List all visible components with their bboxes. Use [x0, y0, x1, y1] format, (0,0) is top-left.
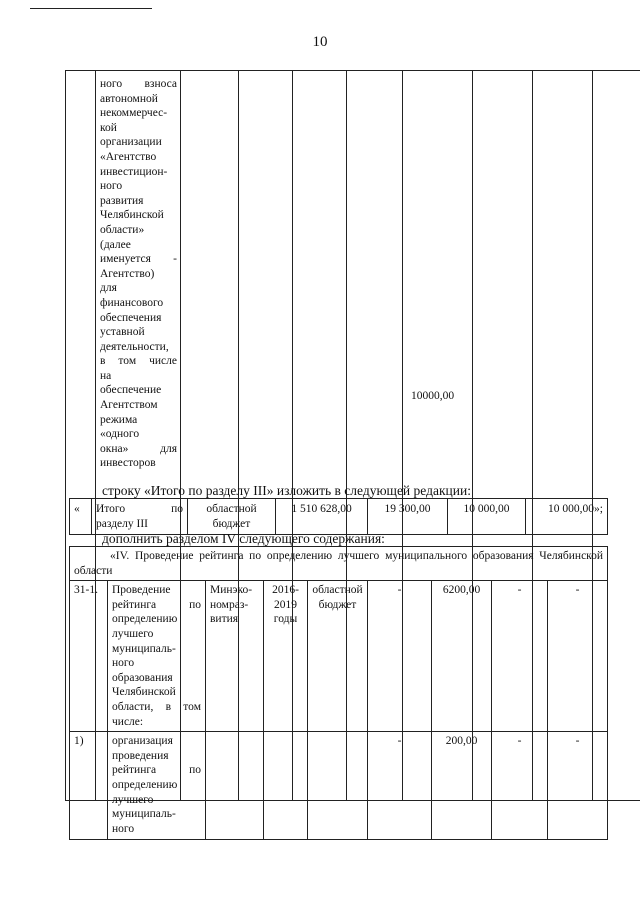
desc-line: Челябинской: [112, 686, 176, 699]
desc-line: некоммерчес-: [100, 107, 168, 120]
value-cell: -: [492, 581, 548, 732]
total-label-line: Итого по: [96, 503, 183, 515]
desc-line: в том числе: [100, 355, 177, 368]
desc-line: финансового: [100, 296, 164, 309]
value-cell: -: [548, 732, 608, 840]
desc-line: Челябинской: [100, 209, 164, 222]
desc-line: проведения: [112, 749, 169, 762]
section-header: «IV. Проведение рейтинга по определению лучшего муниципального образования Челябинской области: [70, 547, 608, 581]
value-cell: 10 000,00: [448, 499, 526, 535]
desc-line: ного: [112, 822, 135, 835]
description-cell: [108, 581, 206, 732]
description-cell: [108, 732, 206, 840]
row-number: 31-1.: [70, 581, 108, 732]
period-line: годы: [273, 613, 298, 626]
desc-line: (далее: [100, 238, 131, 251]
desc-line: окна» для: [100, 442, 177, 455]
value-cell: 10 000,00»;: [526, 499, 608, 535]
total-label-cell: [92, 499, 188, 535]
executor-line: номраз-: [210, 598, 249, 611]
empty-cell: [264, 732, 308, 840]
desc-line: деятельности,: [100, 340, 169, 353]
desc-line: Проведение: [112, 584, 171, 597]
source-line: областной: [312, 584, 363, 597]
desc-line: на: [100, 369, 112, 382]
desc-line: определению: [112, 613, 178, 626]
section-iv-table: [69, 546, 608, 840]
desc-line: области»: [100, 223, 145, 236]
desc-line: кой: [100, 121, 117, 134]
empty-cell: [308, 732, 368, 840]
row-number: 1): [70, 732, 108, 840]
desc-line: обеспечение: [100, 384, 162, 397]
desc-line: лучшего: [112, 627, 154, 640]
value-cell: 200,00: [432, 732, 492, 840]
desc-line: уставной: [100, 326, 145, 339]
value-cell: -: [368, 732, 432, 840]
table-row: [70, 499, 608, 535]
value-cell: 6200,00: [432, 581, 492, 732]
source-line: областной: [206, 503, 257, 515]
desc-line: ного: [100, 180, 123, 193]
desc-line: инвесторов: [100, 457, 156, 470]
amount-value: 10000,00: [411, 390, 455, 402]
desc-line: муниципаль-: [112, 808, 176, 821]
period-line: 2016-: [272, 584, 299, 597]
value-cell: -: [492, 732, 548, 840]
desc-line: «Агентство: [100, 150, 157, 163]
desc-line: организации: [100, 136, 162, 149]
quote-cell: «: [70, 499, 92, 535]
desc-line: ного: [112, 657, 135, 670]
executor-line: Минэко-: [210, 584, 253, 597]
desc-line: Агентством: [100, 399, 158, 412]
desc-line: определению: [112, 778, 178, 791]
desc-line: образования: [112, 671, 173, 684]
value-cell: -: [548, 581, 608, 732]
source-cell: [188, 499, 276, 535]
desc-line: инвестицион-: [100, 165, 168, 178]
page-number: 10: [312, 34, 328, 50]
value-cell: -: [368, 581, 432, 732]
executor-line: вития: [210, 613, 239, 626]
desc-line: числе:: [112, 715, 144, 728]
desc-line: для: [100, 282, 117, 295]
desc-line: автономной: [100, 92, 158, 105]
instruction-paragraph-1: строку «Итого по разделу III» изложить в следующей редакции:: [102, 483, 471, 498]
desc-line: «одного: [100, 428, 140, 441]
desc-line: рейтинга по: [112, 598, 201, 611]
top-rule: [30, 8, 152, 9]
value-cell: 19 300,00: [368, 499, 448, 535]
desc-line: развития: [100, 194, 144, 207]
total-label-line: разделу III: [96, 517, 148, 530]
desc-line: именуется -: [100, 253, 177, 266]
instruction-paragraph-2: дополнить разделом IV следующего содержания:: [102, 531, 385, 546]
empty-cell: [206, 732, 264, 840]
source-line: бюджет: [318, 598, 357, 611]
desc-line: лучшего: [112, 793, 154, 806]
desc-line: организация: [112, 735, 173, 748]
desc-line: Агентство): [100, 267, 155, 280]
desc-line: режима: [100, 413, 138, 426]
executor-cell: [206, 581, 264, 732]
desc-line: рейтинга по: [112, 764, 201, 777]
period-line: 2019: [274, 598, 297, 611]
desc-line: муниципаль-: [112, 642, 176, 655]
period-cell: [264, 581, 308, 732]
desc-line: области, в том: [112, 700, 201, 713]
desc-line: ного взноса: [100, 78, 177, 90]
source-cell: [308, 581, 368, 732]
table-row: [70, 732, 608, 840]
source-line: бюджет: [212, 517, 251, 530]
desc-line: обеспечения: [100, 311, 162, 324]
section-header-row: [70, 547, 608, 581]
value-cell: 1 510 628,00: [276, 499, 368, 535]
total-table: [69, 498, 608, 535]
table-row: [70, 581, 608, 732]
